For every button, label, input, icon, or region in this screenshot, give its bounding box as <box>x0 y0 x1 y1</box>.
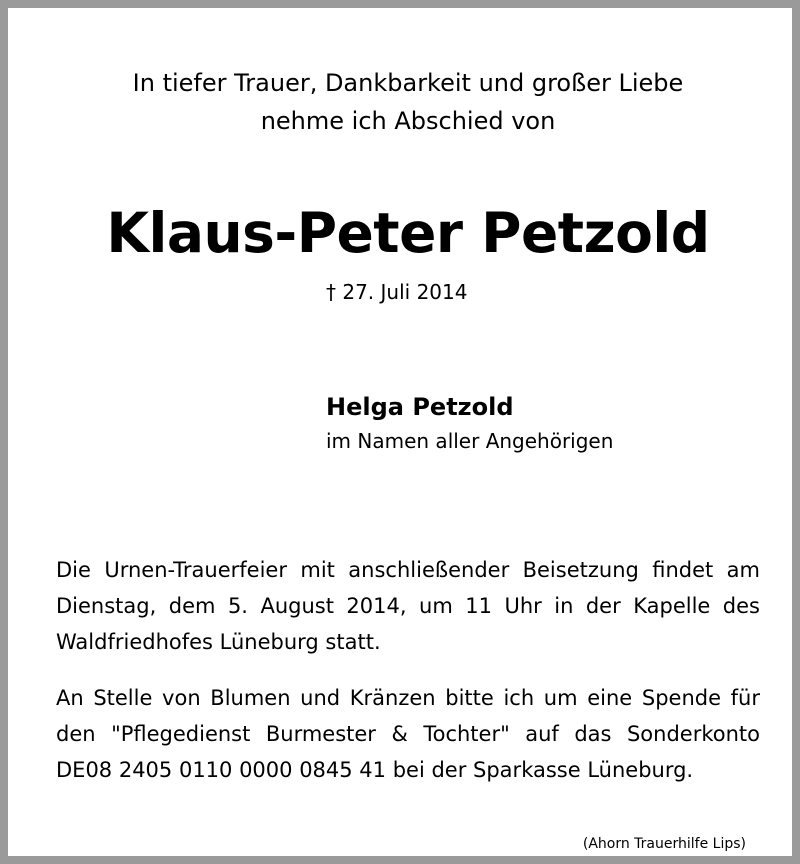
ceremony-paragraph: Die Urnen-Trauerfeier mit anschließender Beisetzung findet am Dienstag, dem 5. August 2014, um 11 Uhr in der Kapelle des Waldfriedhofes Lüneburg statt. <box>56 558 760 654</box>
signer-block <box>326 390 613 458</box>
signer-name: Helga Petzold <box>326 393 514 421</box>
deceased-name: Klaus-Peter Petzold <box>106 201 710 265</box>
signer-subtitle: im Namen aller Angehörigen <box>326 429 614 453</box>
funeral-home-credit: (Ahorn Trauerhilfe Lips) <box>582 836 746 852</box>
donation-paragraph: An Stelle von Blumen und Kränzen bitte ich um eine Spende für den "Pflegedienst Burmester & Tochter" auf das Sonderkonto DE08 2405 0110 0000 0845 41 bei der Sparkasse Lüneburg. <box>56 686 760 782</box>
intro-text <box>8 64 800 140</box>
intro-line-1: In tiefer Trauer, Dankbarkeit und großer Liebe <box>132 69 684 97</box>
intro-line-2: nehme ich Abschied von <box>260 107 556 135</box>
death-date: † 27. Juli 2014 <box>326 280 468 304</box>
